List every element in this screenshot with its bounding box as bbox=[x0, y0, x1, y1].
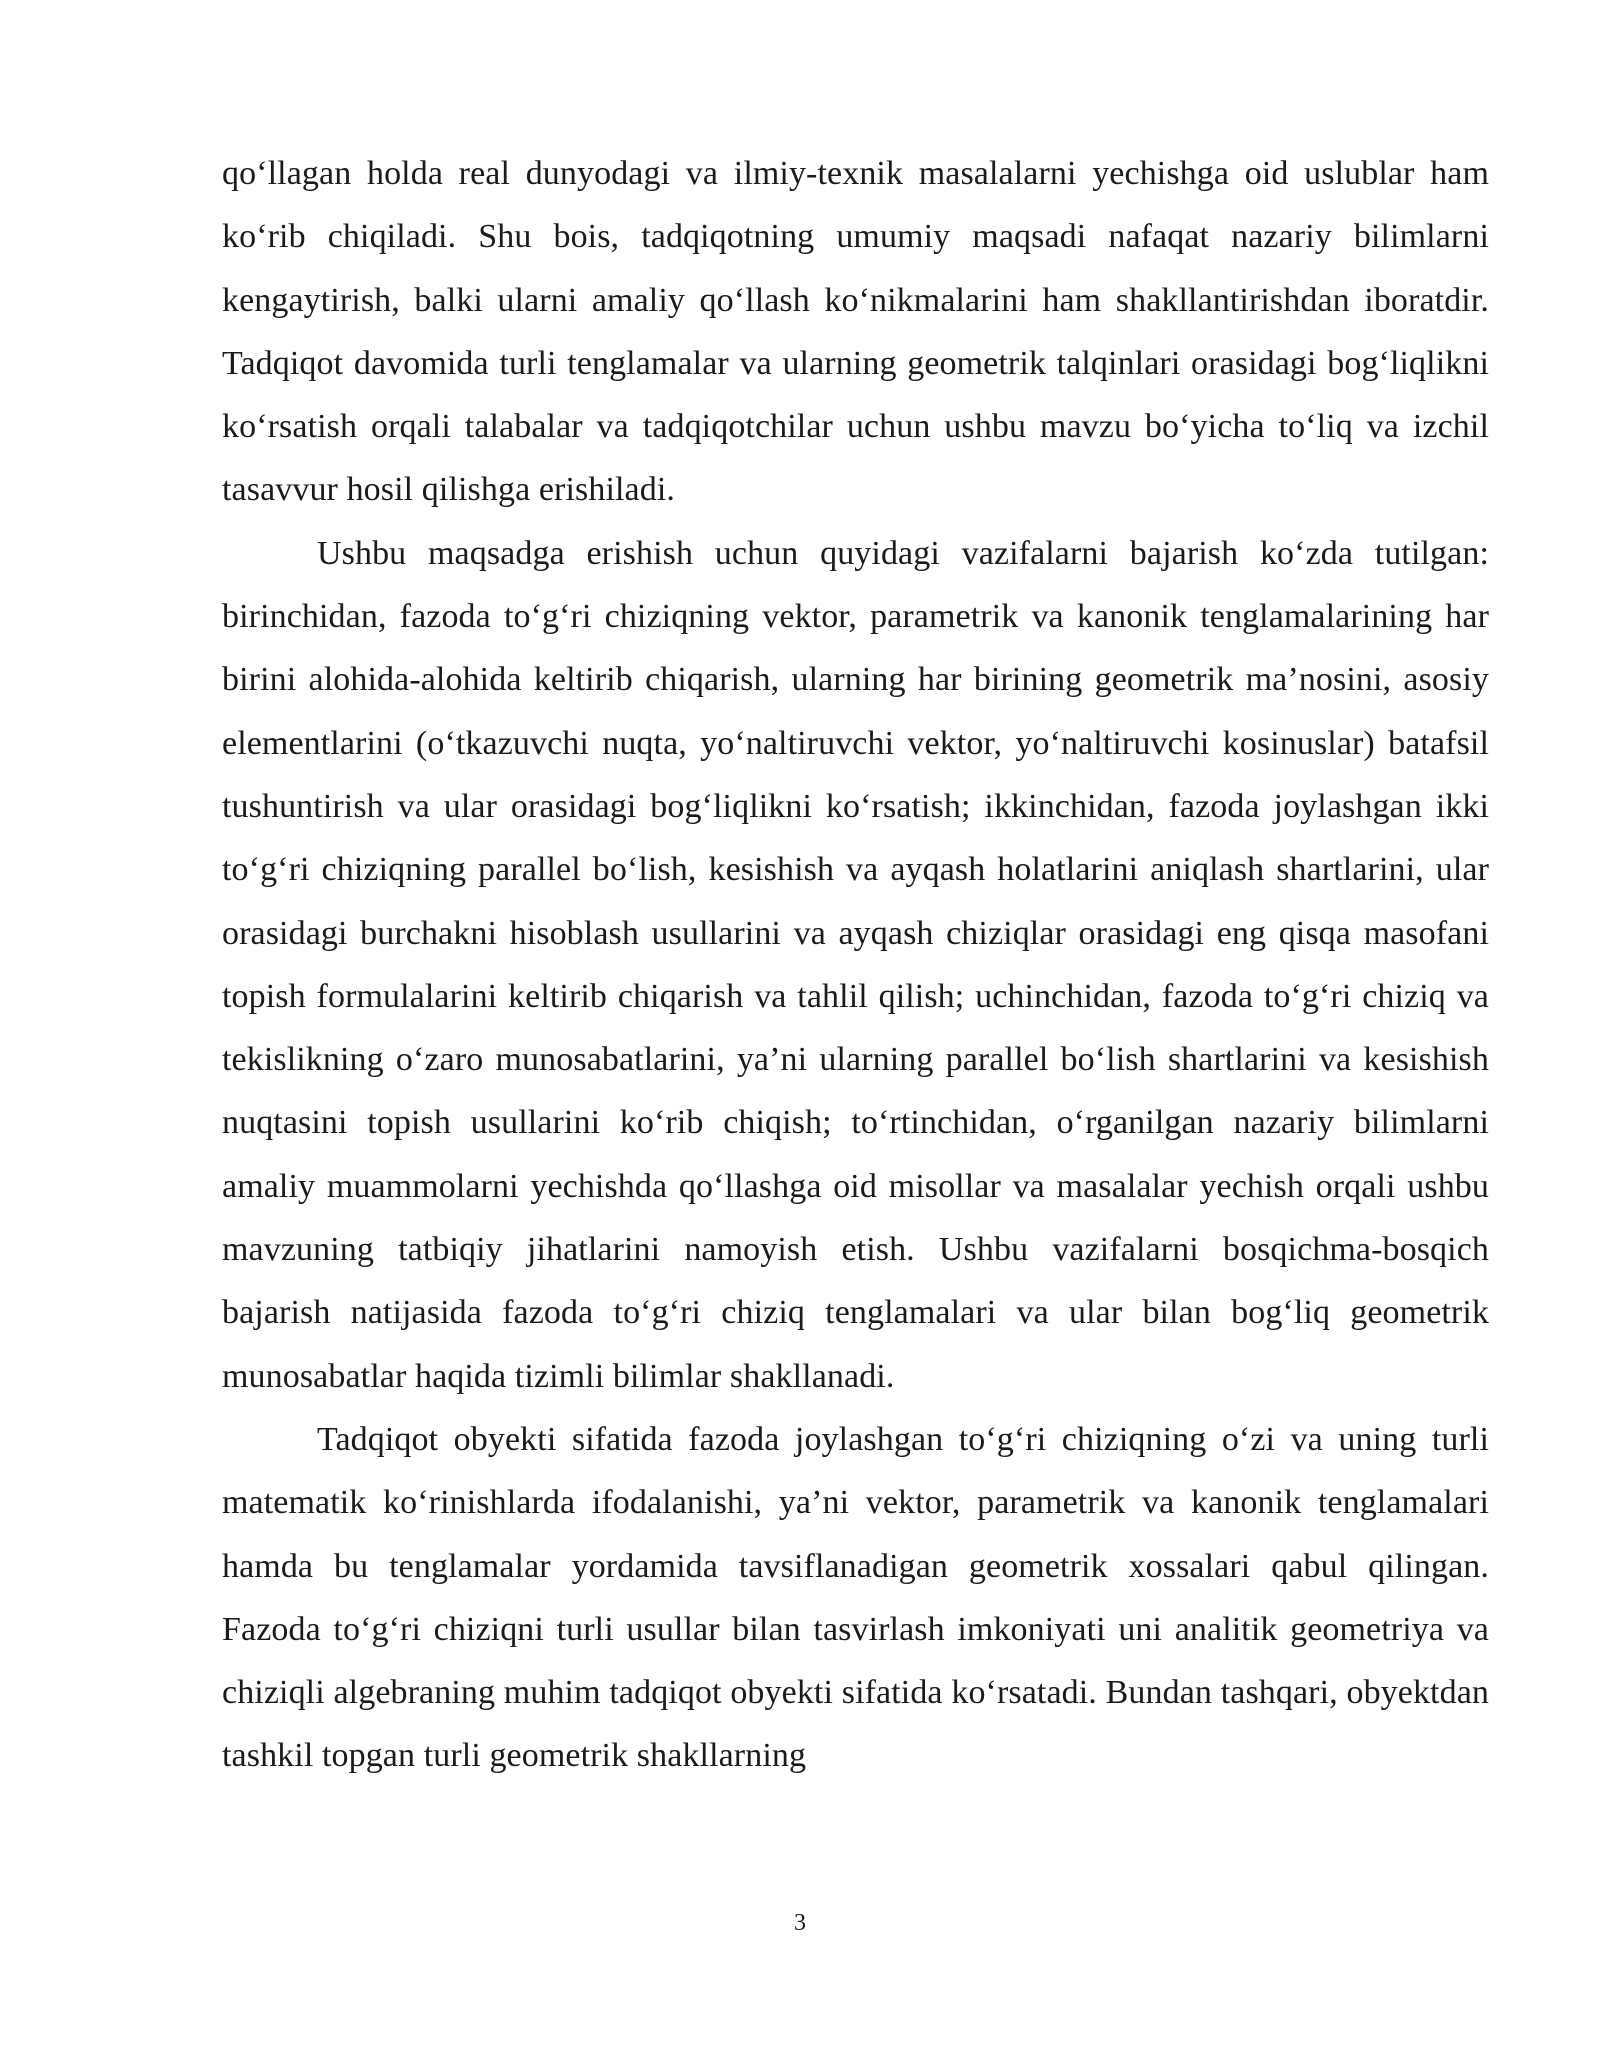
paragraph-research-object: Tadqiqot obyekti sifatida fazoda joylashgan to‘g‘ri chiziqning o‘zi va uning turli matematik ko‘rinishlarda ifodalanishi, ya’ni vektor, parametrik va kanonik tenglamalari hamda bu tenglamalar yordamida tavsiflanadigan geometrik xossalari qabul qilingan. Fazoda to‘g‘ri chiziqni turli usullar bilan tasvirlash imkoniyati uni analitik geometriya va chiziqli algebraning muhim tadqiqot obyekti sifatida ko‘rsatadi. Bundan tashqari, obyektdan tashkil topgan turli geometrik shakllarning bbox=[222, 1420, 1489, 1775]
page-number: 3 bbox=[794, 1910, 806, 1936]
paragraph-continuation: qo‘llagan holda real dunyodagi va ilmiy-texnik masalalarni yechishga oid uslublar ham ko‘rib chiqiladi. Shu bois, tadqiqotning umumiy maqsadi nafaqat nazariy bilimlarni kengaytirish, balki ularni amaliy qo‘llash ko‘nikmalarini ham shakllantirishdan iboratdir. Tadqiqot davomida turli tenglamalar va ularning geometrik talqinlari orasidagi bog‘liqlikni ko‘rsatish orqali talabalar va tadqiqotchilar uchun ushbu mavzu bo‘yicha to‘liq va izchil tasavvur hosil qilishga erishiladi. bbox=[222, 155, 1489, 509]
paragraph-tasks: Ushbu maqsadga erishish uchun quyidagi vazifalarni bajarish ko‘zda tutilgan: birinchidan, fazoda to‘g‘ri chiziqning vektor, parametrik va kanonik tenglamalarining har birini alohida-alohida keltirib chiqarish, ularning har birining geometrik ma’nosini, asosiy elementlarini (o‘tkazuvchi nuqta, yo‘naltiruvchi vektor, yo‘naltiruvchi kosinuslar) batafsil tushuntirish va ular orasidagi bog‘liqlikni ko‘rsatish; ikkinchidan, fazoda joylashgan ikki to‘g‘ri chiziqning parallel bo‘lish, kesishish va ayqash holatlarini aniqlash shartlarini, ular orasidagi burchakni hisoblash usullarini va ayqash chiziqlar orasidagi eng qisqa masofani topish formulalarini keltirib chiqarish va tahlil qilish; uchinchidan, fazoda to‘g‘ri chiziq va tekislikning o‘zaro munosabatlarini, ya’ni ularning parallel bo‘lish shartlarini va kesishish nuqtasini topish usullarini ko‘rib chiqish; to‘rtinchidan, o‘rganilgan nazariy bilimlarni amaliy muammolarni yechishda qo‘llashga oid misollar va masalalar yechish orqali ushbu mavzuning tatbiqiy jihatlarini namoyish etish. Ushbu vazifalarni bosqichma-bosqich bajarish natijasida fazoda to‘g‘ri chiziq tenglamalari va ular bilan bog‘liq geometrik munosabatlar haqida tizimli bilimlar shakllanadi. bbox=[222, 534, 1489, 1395]
body-text bbox=[222, 142, 1489, 1788]
